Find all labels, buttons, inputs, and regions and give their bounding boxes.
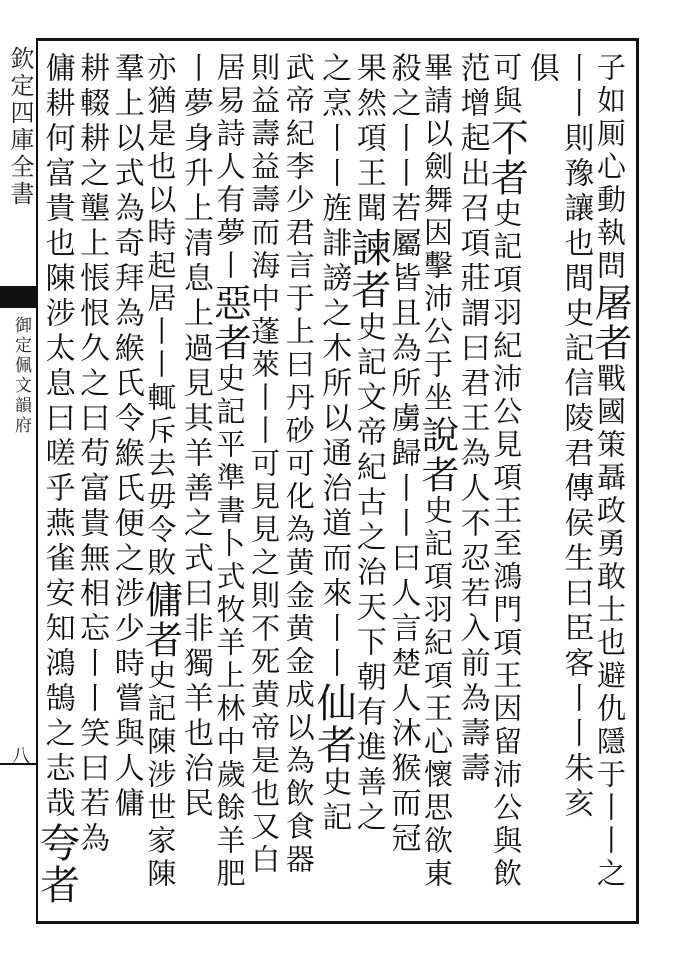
headword: 屠者 [587, 283, 632, 363]
text-segment: 史記平準書卜式牧羊上林中歲餘羊肥 [212, 363, 247, 891]
text-column [558, 52, 598, 822]
fish-tail-mark [0, 286, 36, 308]
text-column [74, 52, 114, 857]
headword: 不者 [484, 118, 529, 198]
text-segment: 之烹丨丨 [316, 52, 352, 192]
text-column [177, 52, 217, 822]
text-column [484, 52, 529, 891]
section-title: 御定佩文韻府 [11, 316, 31, 436]
text-segment: 居易詩人有夢丨 [212, 52, 247, 283]
text-segment: 史記陳涉世家陳 [143, 660, 178, 891]
text-segment: 羣上以式為奇拜為緱氏令緱氏便之 [108, 52, 144, 577]
headword: 說者 [415, 415, 460, 495]
headword: 夸者 [33, 822, 80, 906]
text-segment: 耕輟耕之壟上悵恨久之曰苟富貴無相忘丨丨笑曰若為 [74, 52, 110, 857]
text-column [281, 52, 321, 877]
text-column [344, 52, 391, 836]
text-segment: 傭耕何富貴也陳涉太息曰嗟乎燕雀安知鴻鵠之志哉 [39, 52, 75, 822]
text-segment: 亦猶是也以時起居丨丨輒斥去毋令敗 [143, 52, 178, 580]
text-segment: 子如厠心動執問 [592, 52, 627, 283]
page-number: 八 [9, 746, 30, 764]
text-segment: 殺之丨丨若屬皆且為所虜 [385, 52, 421, 437]
text-column [310, 52, 357, 836]
text-column [138, 52, 183, 891]
text-segment: 歸丨丨曰人言楚人沐猴而冠 [385, 437, 421, 857]
text-segment: 范增起出召項莊謂曰君王為人不忍若入前為壽壽 [454, 52, 490, 787]
text-segment: 涉少時嘗與人傭 [108, 577, 144, 822]
text-segment: 畢請以劍舞因擊沛公于坐 [420, 52, 455, 415]
text-column [385, 52, 425, 857]
text-segment: 可與 [489, 52, 524, 118]
text-column [108, 52, 148, 822]
text-column [33, 52, 80, 906]
text-segment: 武帝紀李少君言于上曰丹砂可化為黄金黄金成以為飲食器 [281, 52, 316, 877]
text-column [207, 52, 252, 891]
book-title: 欽定四庫全書 [6, 46, 34, 208]
text-column [415, 52, 460, 891]
text-segment: 戰國策聶政勇敢士也避仇隱于丨丨之 [592, 363, 627, 891]
text-segment: 史記文帝紀古之治天下朝有進善之 [350, 311, 386, 836]
headword: 仙者 [310, 682, 357, 766]
text-segment: 史記 [316, 766, 352, 836]
text-segment: 俱 [523, 52, 559, 87]
text-segment: 旌誹謗之木所以通治道而來丨丨 [316, 192, 352, 682]
text-column [454, 52, 494, 787]
headword: 惡者 [207, 283, 252, 363]
text-segment: 息上過見其羊善之式曰非獨羊也治民 [177, 262, 213, 822]
text-segment: 果然項王聞 [350, 52, 386, 227]
text-column [247, 52, 287, 877]
text-segment: 則益壽益壽而海中蓬萊丨丨可見見之則不死黄帝是也又白 [247, 52, 282, 877]
headword: 傭者 [138, 580, 183, 660]
text-segment: 丨丨則豫讓也 [558, 52, 594, 262]
text-segment: 丨夢身升上清 [177, 52, 213, 262]
text-column [523, 52, 563, 87]
text-segment: 史記項羽紀項王心懷思欲東 [420, 495, 455, 891]
headword: 諫者 [344, 227, 391, 311]
text-column [587, 52, 632, 891]
text-segment: 間史記信陵君傳侯生曰臣客丨丨朱亥 [558, 262, 594, 822]
text-segment: 史記項羽紀沛公見項王至鴻門項王因留沛公與飲 [489, 198, 524, 891]
